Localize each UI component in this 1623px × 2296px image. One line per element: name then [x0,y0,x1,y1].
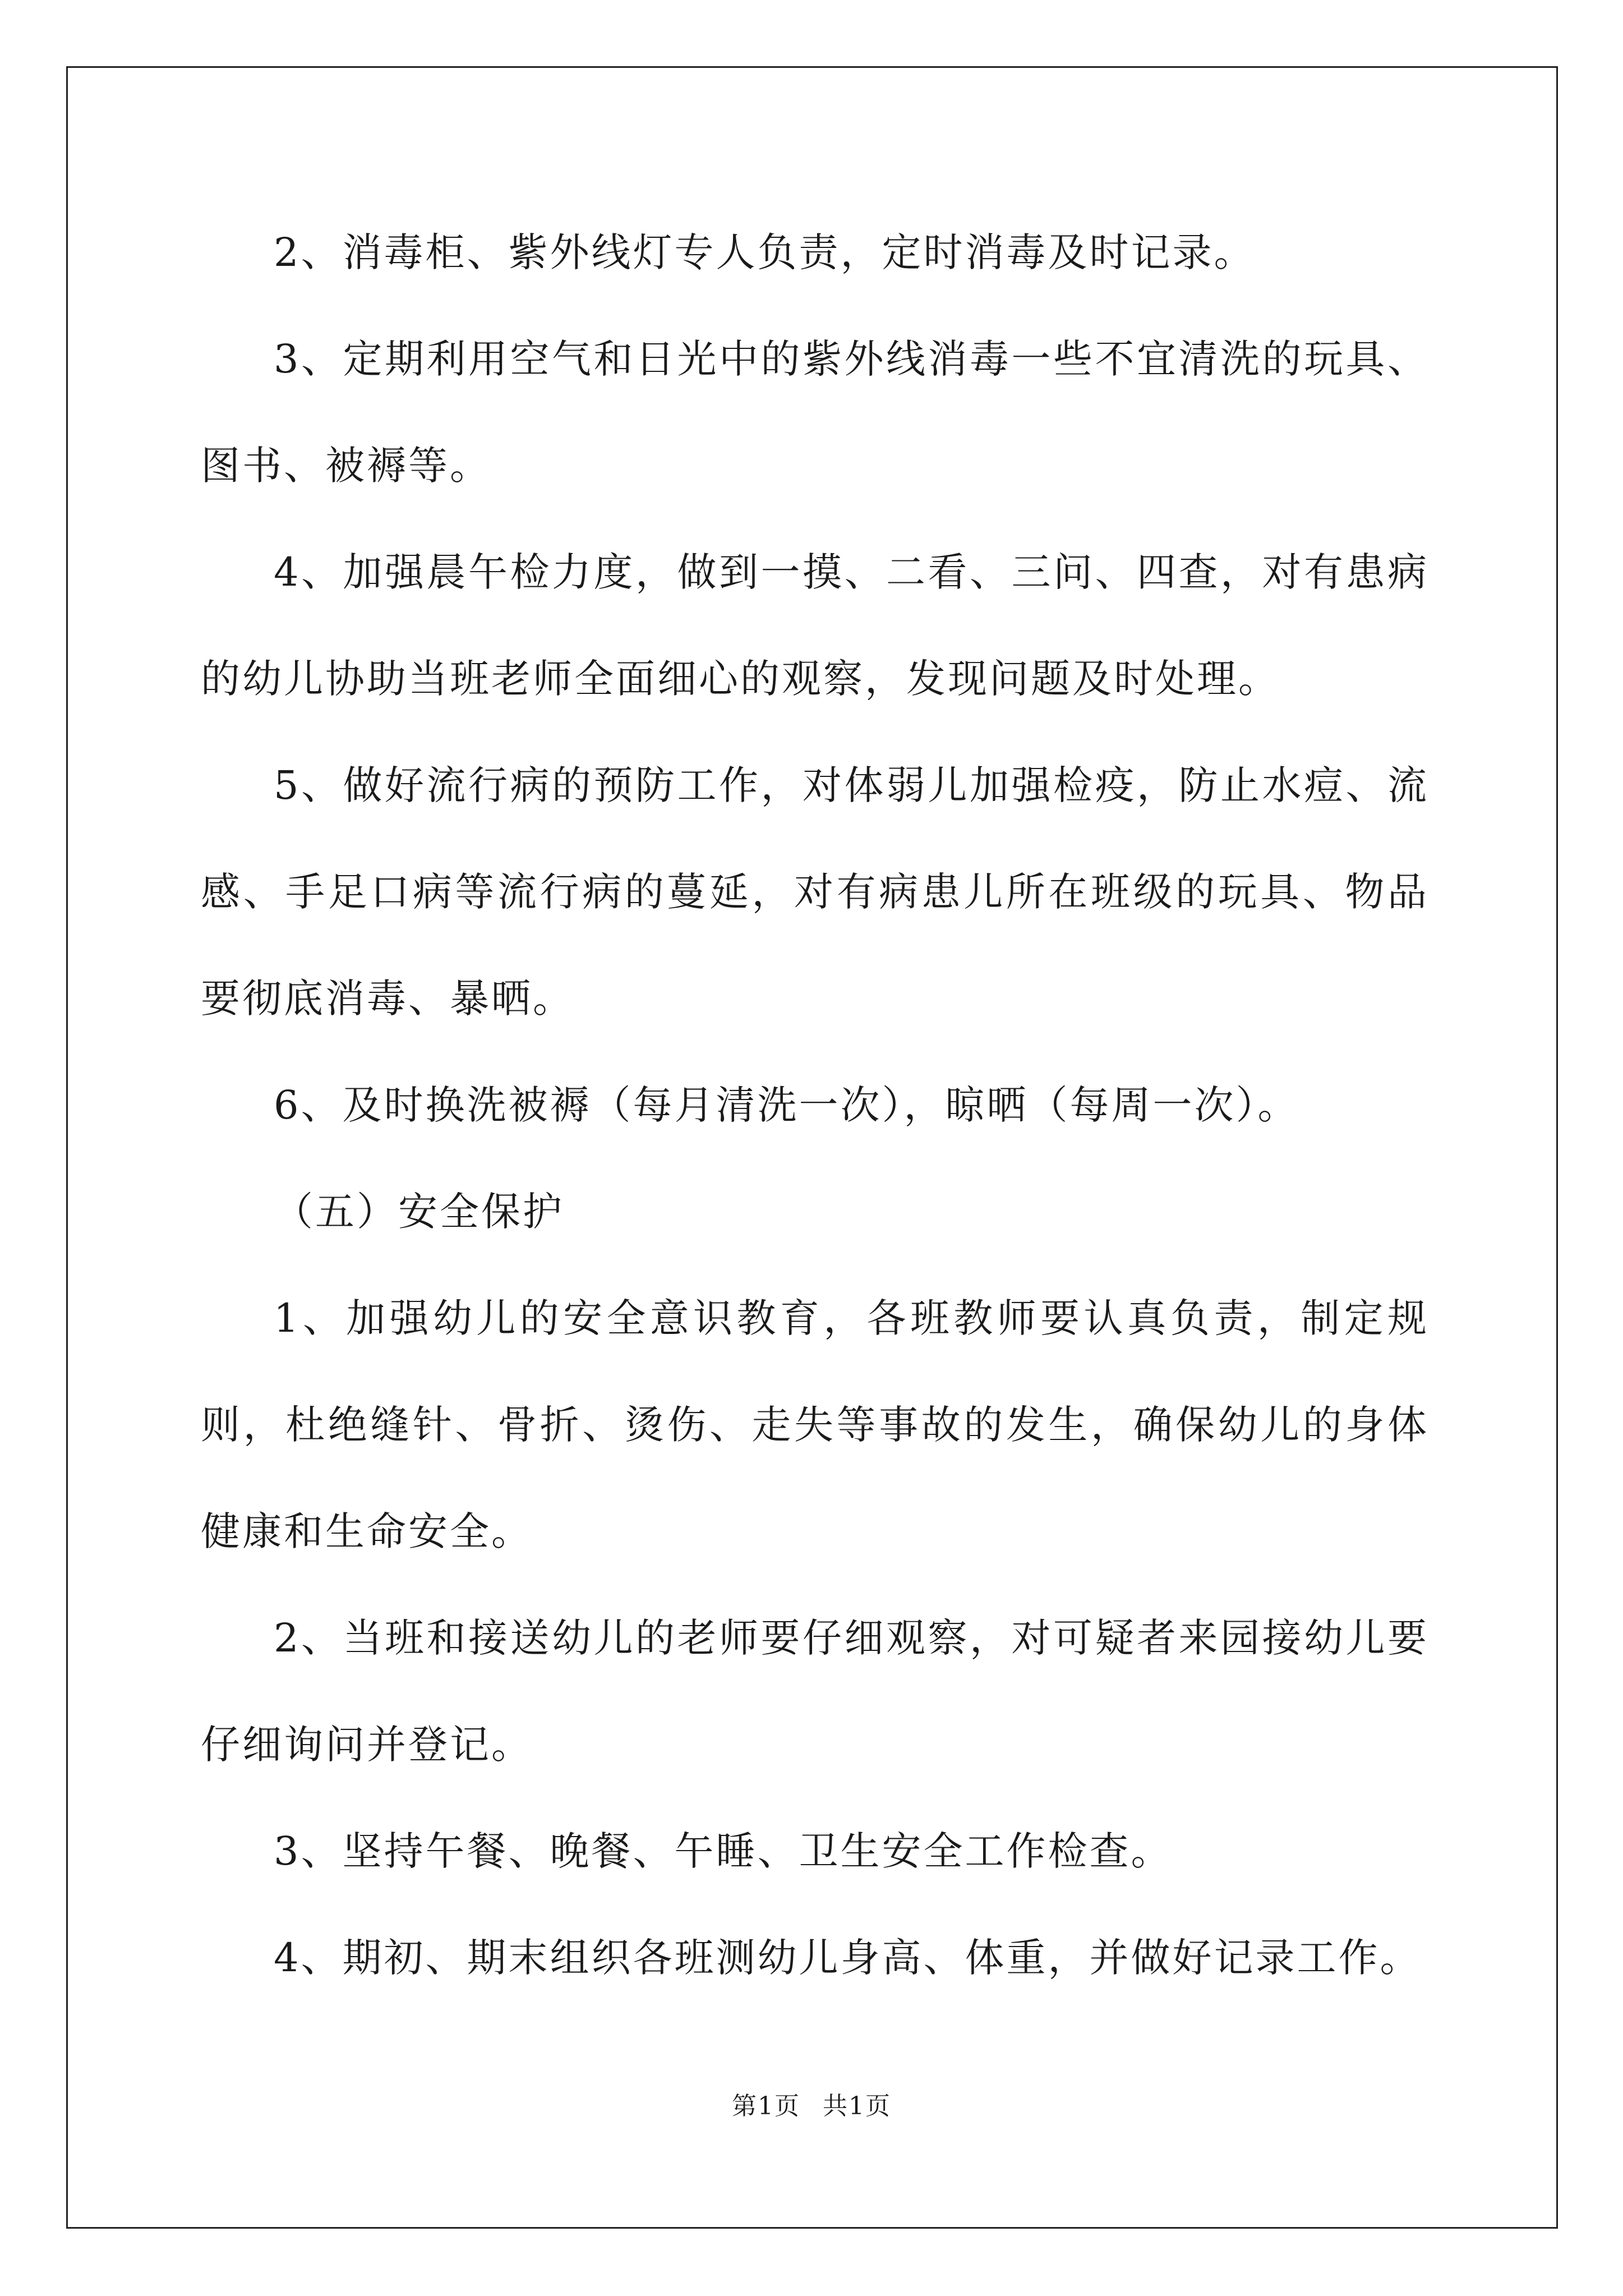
paragraph-bedding: 6、及时换洗被褥（每月清洗一次），晾晒（每周一次）。 [274,1082,1299,1128]
paragraph-pickup-check: 2、当班和接送幼儿的老师要仔细观察，对可疑者来园接幼儿要仔细询问并登记。 [201,1615,1429,1768]
page-footer [0,2086,1623,2122]
paragraph-epidemic-prevention: 5、做好流行病的预防工作，对体弱儿加强检疫，防止水痘、流感、手足口病等流行病的蔓延，对有病患儿所在班级的玩具、物品要彻底消毒、暴晒。 [201,762,1429,1022]
page-total: 共1页 [823,2092,891,2120]
section-heading-safety: （五）安全保护 [274,1189,564,1235]
paragraph-uv-disinfection: 3、定期利用空气和日光中的紫外线消毒一些不宜清洗的玩具、图书、被褥等。 [201,336,1429,489]
page-number: 第1页 [732,2092,800,2120]
paragraph-safety-education: 1、加强幼儿的安全意识教育，各班教师要认真负责，制定规则，杜绝缝针、骨折、烫伤、走失等事故的发生，确保幼儿的身体健康和生命安全。 [201,1295,1429,1554]
paragraph-inspection: 3、坚持午餐、晚餐、午睡、卫生安全工作检查。 [274,1828,1173,1874]
paragraph-measurement: 4、期初、期末组织各班测幼儿身高、体重，并做好记录工作。 [274,1935,1422,1981]
paragraph-disinfection-cabinet: 2、消毒柜、紫外线灯专人负责，定时消毒及时记录。 [274,229,1256,275]
paragraph-health-check: 4、加强晨午检力度，做到一摸、二看、三问、四查，对有患病的幼儿协助当班老师全面细心的观察，发现问题及时处理。 [201,549,1429,702]
